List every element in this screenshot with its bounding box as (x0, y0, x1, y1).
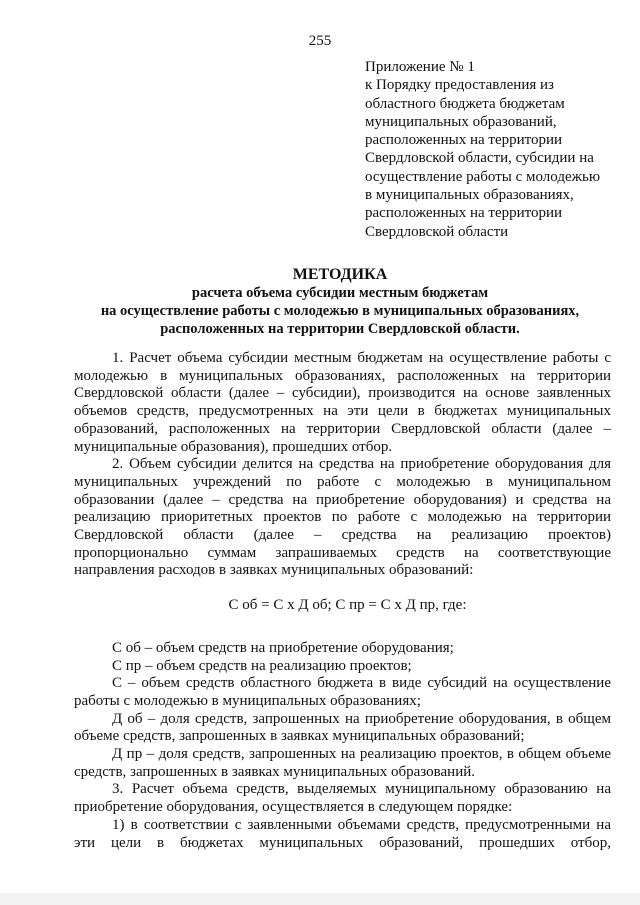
appendix-line: осуществление работы с молодежью (365, 168, 601, 185)
document-title (60, 265, 620, 338)
scan-bottom-edge (0, 893, 640, 905)
appendix-line: областного бюджета бюджетам (365, 95, 565, 112)
title-subtitle-line: расположенных на территории Свердловской области. (160, 321, 520, 337)
appendix-line: к Порядку предоставления из (365, 77, 554, 94)
definition-c-ob: С об – объем средств на приобретение оборудования; (112, 639, 454, 656)
title-heading: МЕТОДИКА (292, 266, 388, 283)
appendix-header (365, 58, 615, 241)
definition-c-pr: С пр – объем средств на реализацию проектов; (112, 657, 412, 674)
page-number: 255 (308, 33, 332, 49)
definition-d-pr: Д пр – доля средств, запрошенных на реализацию проектов, в общем объеме средств, запрошенных в заявках муниципальных образований. (74, 746, 611, 780)
appendix-line: Свердловской области (365, 223, 509, 240)
appendix-line: Свердловской области, субсидии на (365, 150, 594, 167)
appendix-line: расположенных на территории (365, 205, 563, 222)
document-body (74, 350, 611, 852)
paragraph-4: 1) в соответствии с заявленными объемами средств, предусмотренными на эти цели в бюджетах муниципальных образований, прошедших отбор, (74, 816, 611, 851)
paragraph-1: 1. Расчет объема субсидии местным бюджетам на осуществление работы с молодежью в муниципальных образованиях, расположенных на территории Свердловской области (далее – субсидии), производится на основе заявленных объемов средств, предусмотренных на эти цели в бюджетах муниципальных образований, расположенных на территории Свердловской области (далее – муниципальные образования), прошедших отбор. (74, 350, 611, 455)
appendix-line: в муниципальных образованиях, (365, 187, 574, 204)
paragraph-2: 2. Объем субсидии делится на средства на приобретение оборудования для муниципальных учреждений по работе с молодежью в муниципальном образовании (далее – средства на приобретение оборудования) и средства на реализацию приоритетных проектов по работе с молодежью на территории Свердловской области (далее – средства на реализацию проектов) пропорционально суммам запрашиваемых средств на соответствующие направления расходов в заявках муниципальных образований: (74, 456, 611, 579)
title-subtitle-line: расчета объема субсидии местным бюджетам (191, 285, 489, 301)
paragraph-3: 3. Расчет объема средств, выделяемых муниципальному образованию на приобретение оборудования, осуществляется в следующем порядке: (74, 781, 611, 816)
title-subtitle-line: на осуществление работы с молодежью в муниципальных образованиях, (100, 303, 580, 319)
appendix-line: муниципальных образований, (365, 113, 557, 130)
definition-c: С – объем средств областного бюджета в виде субсидий на осуществление работы с молодежью в муниципальных образованиях; (74, 675, 611, 709)
formula: С об = С х Д об; С пр = С х Д пр, где: (228, 597, 467, 614)
appendix-line: расположенных на территории (365, 132, 563, 149)
appendix-line: Приложение № 1 (365, 59, 475, 75)
definition-d-ob: Д об – доля средств, запрошенных на приобретение оборудования, в общем объеме средств, запрошенных в заявках муниципальных образований; (74, 710, 611, 745)
